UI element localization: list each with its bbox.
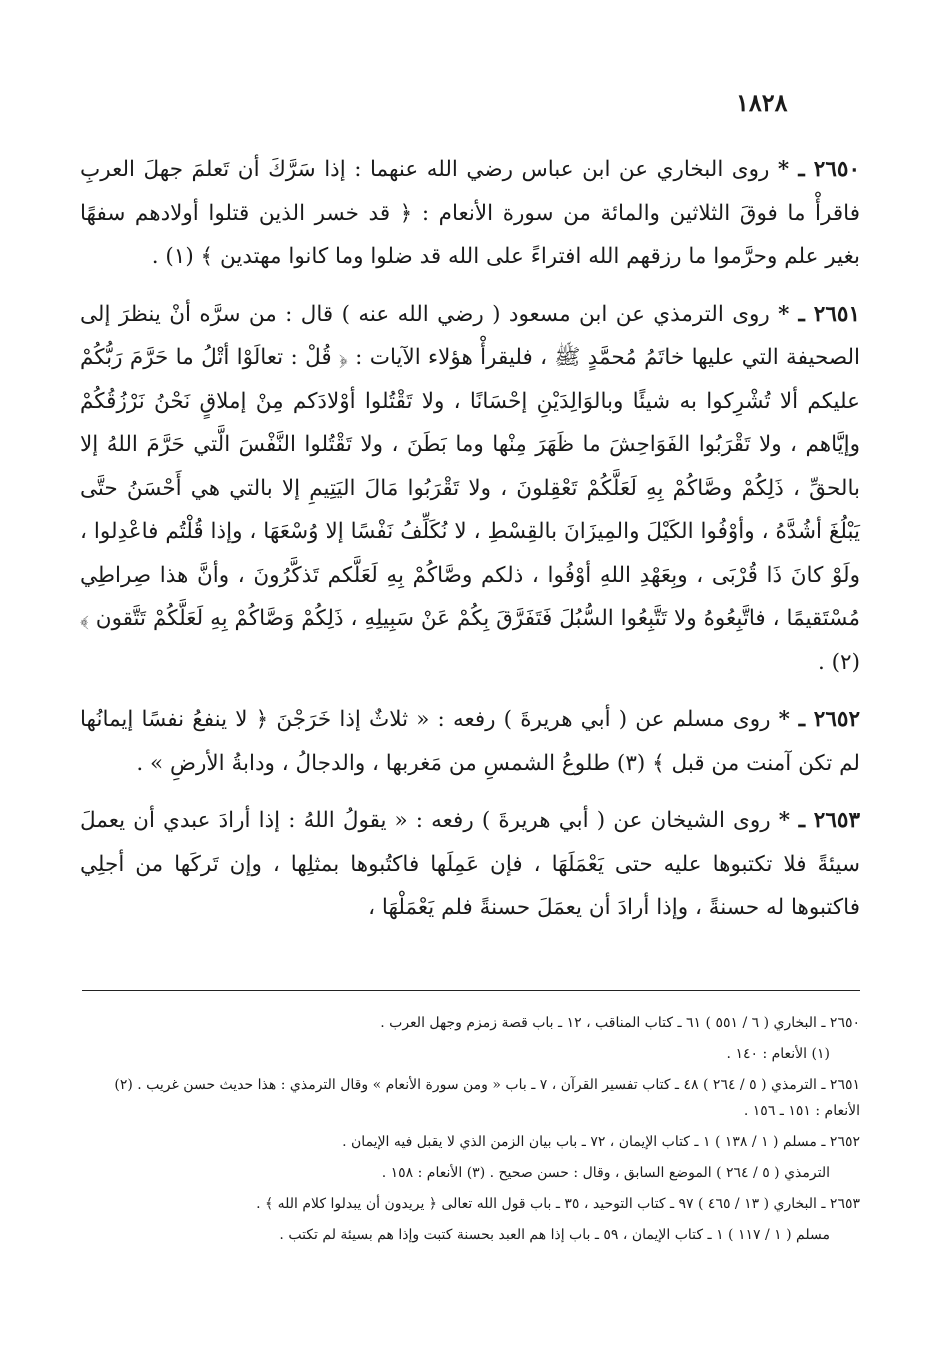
hadith-number: ٢٦٥٣ ـ *	[778, 808, 860, 833]
footnote: ٢٦٥٠ ـ البخاري ( ٦ / ٥٥١ ) ٦١ ـ كتاب المناقب ، ١٢ ـ باب قصة زمزم وجهل العرب .	[380, 1015, 860, 1031]
hadith-paragraph	[80, 799, 860, 930]
hadith-paragraph	[80, 148, 860, 279]
footnote: الترمذي ( ٥ / ٢٦٤ ) الموضع السابق ، وقال : حسن صحيح . (٣) الأنعام : ١٥٨ .	[381, 1165, 830, 1181]
hadith-paragraph	[80, 293, 860, 685]
hadith-text: روى البخاري عن ابن عباس رضي الله عنهما : إذا سَرَّكَ أن تَعلمَ جهلَ العربِ فاقرأْ ما فوقَ الثلاثين والمائة من سورة الأنعام : ﴿ قد خسر الذين قتلوا أولادهم سفهًا بغير علم وحرَّموا ما رزقهم الله افتراءً على الله قد ضلوا وما كانوا مهتدين ﴾ (١) .	[80, 157, 860, 269]
hadith-number: ٢٦٥١ ـ *	[778, 301, 860, 327]
footnote: ٢٦٥١ ـ الترمذي ( ٥ / ٢٦٤ ) ٤٨ ـ كتاب تفسير القرآن ، ٧ ـ باب « ومن سورة الأنعام » وقال الترمذي : هذا حديث حسن غريب . (٢) الأنعام : ١٥١ ـ ١٥٦ .	[114, 1077, 860, 1119]
footnote-divider	[82, 990, 860, 991]
page-number: ١٨٢٨	[736, 88, 788, 117]
footnote: مسلم ( ١ / ١١٧ ) ١ ـ كتاب الإيمان ، ٥٩ ـ باب إذا هم العبد بحسنة كتبت وإذا هم بسيئة لم تكتب .	[279, 1227, 830, 1243]
hadith-paragraph	[80, 698, 860, 785]
hadith-text: روى الشيخان عن ( أبي هريرةَ ) رفعه : « يقولُ اللهُ : إذا أرادَ عبدي أن يعملَ سيئةً فلا تكتبوها عليه حتى يَعْمَلَهَا ، فإن عَمِلَها فاكتُبوها بمثلِها ، وإن تَركَها من أجلِي فاكتبوها له حسنةً ، وإذا أرادَ أن يعمَلَ حسنةً فلم يَعْمَلْهَا ،	[80, 808, 860, 920]
footnote: ٢٦٥٣ ـ البخاري ( ١٣ / ٤٦٥ ) ٩٧ ـ كتاب التوحيد ، ٣٥ ـ باب قول الله تعالى ﴿ يريدون أن يبدلوا كلام الله ﴾ .	[256, 1196, 860, 1212]
footnotes	[80, 1010, 860, 1253]
hadith-number: ٢٦٥٢ ـ *	[778, 707, 860, 732]
footnote: ٢٦٥٢ ـ مسلم ( ١ / ١٣٨ ) ١ ـ كتاب الإيمان ، ٧٢ ـ باب بيان الزمن الذي لا يقبل فيه الإيمان .	[342, 1134, 860, 1150]
hadith-text: روى الترمذي عن ابن مسعود ( رضي الله عنه ) قال : من سرَّه أنْ ينظرَ إلى الصحيفة التي عليها خاتَمُ مُحمَّدٍ ﷺ ، فليقرأْ هؤلاء الآيات : ﴿ قُلْ : تعالَوْا أتْلُ ما حَرَّمَ رَبُّكُمْ عليكم ألا تُشْرِكوا به شيئًا وبالوَالِدَيْنِ إحْسَانًا ، ولا تَقْتُلوا أوْلادَكم مِنْ إملاقٍ نَحْنُ نَرْزُقُكُمْ وإيَّاهم ، ولا تَقْرَبُوا الفَوَاحِشَ ما ظَهَرَ مِنْها وما بَطَنَ ، ولا تَقْتُلوا النَّفْسَ الَّتي حَرَّمَ اللهُ إلا بالحقِّ ، ذَلِكُمْ وصَّاكُمْ بِهِ لَعَلَّكُمْ تَعْقِلونَ ، ولا تَقْرَبُوا مَالَ اليَتِيمِ إلا بالتي هي أَحْسَنُ حتَّى يَبْلُغَ أشُدَّهُ ، وأوْفُوا الكَيْلَ والمِيزَانَ بالقِسْطِ ، لا نُكَلِّفُ نَفْسًا إلا وُسْعَهَا ، وإذا قُلْتُم فاعْدِلوا ، ولَوْ كانَ ذَا قُرْبَى ، وبِعَهْدِ اللهِ أوْفُوا ، ذلكم وصَّاكُمْ بِهِ لَعَلَّكم تَذكَّرُونَ ، وأنَّ هذا صِراطِي مُسْتَقيمًا ، فاتَّبِعُوهُ ولا تَتَّبِعُوا السُّبُلَ فَتَفَرَّقَ بِكُمْ عَنْ سَبِيلِهِ ، ذَلِكُمْ وَصَّاكُمْ بِهِ لَعَلَّكُمْ تَتَّقون ﴾ (٢) .	[80, 301, 860, 675]
hadith-number: ٢٦٥٠ ـ *	[777, 157, 860, 182]
hadith-text: روى مسلم عن ( أبي هريرةَ ) رفعه : « ثلاثٌ إذا خَرَجْنَ ﴿ لا ينفعُ نفسًا إيمانُها لم تكن آمنت من قبل ﴾ (٣) طلوعُ الشمسِ من مَغربها ، والدجالُ ، ودابةُ الأرضِ » .	[80, 707, 860, 776]
hadith-body	[80, 148, 860, 944]
footnote: (١) الأنعام : ١٤٠ .	[726, 1046, 830, 1062]
